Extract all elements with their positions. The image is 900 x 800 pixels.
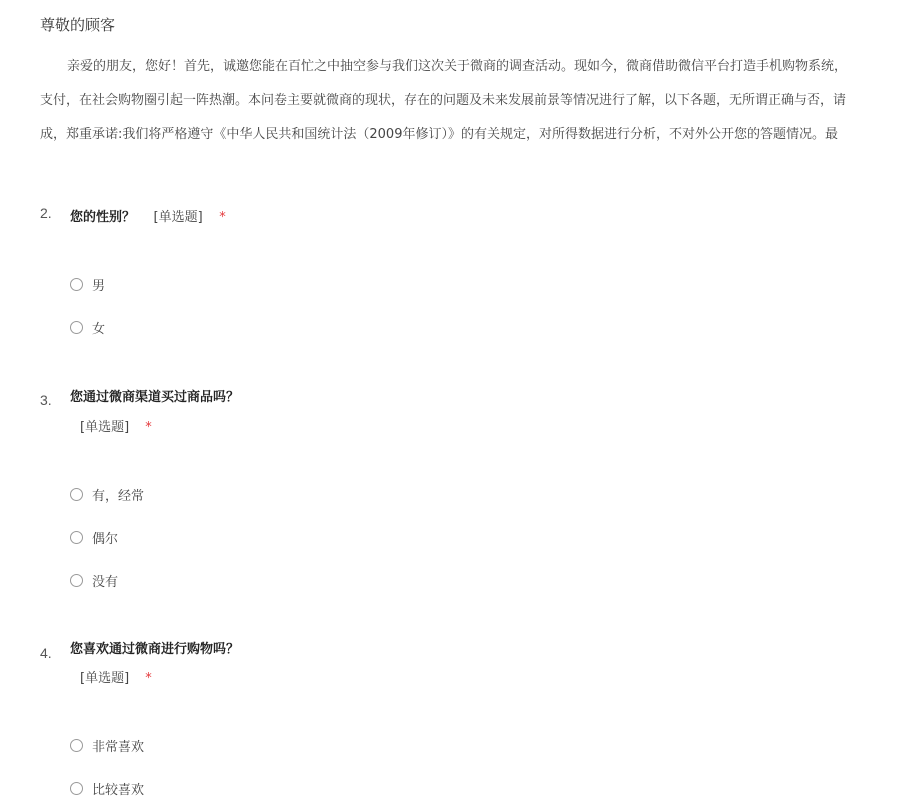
question-type-line (80, 416, 152, 435)
option-label: 有，经常 (92, 488, 145, 504)
question-type-label: [单选题] (80, 420, 130, 435)
option-like-very-much[interactable] (70, 736, 144, 754)
survey-intro (40, 50, 900, 152)
question-number: 3. (40, 392, 52, 408)
option-occasionally[interactable] (70, 528, 118, 546)
question-number: 4. (40, 645, 52, 661)
option-label: 男 (92, 278, 106, 294)
radio-button[interactable] (70, 782, 83, 795)
option-male[interactable] (70, 275, 105, 293)
intro-line: 亲爱的朋友，您好！首先，诚邀您能在百忙之中抽空参与我们这次关于微商的调查活动。现如今，微商借助微信平台打造手机购物系统， (67, 59, 848, 74)
question-title (70, 638, 239, 657)
question-text: 您的性别？ (70, 210, 136, 225)
option-label: 比较喜欢 (92, 782, 145, 798)
option-label: 偶尔 (92, 531, 119, 547)
radio-button[interactable] (70, 531, 83, 544)
radio-button[interactable] (70, 488, 83, 501)
option-female[interactable] (70, 318, 105, 336)
option-label: 没有 (92, 574, 119, 590)
question-type-label: [单选题] (153, 210, 203, 225)
required-mark: * (145, 671, 152, 686)
question-type-line (80, 667, 152, 686)
question-type-label: [单选题] (80, 671, 130, 686)
question-text: 您喜欢通过微商进行购物吗？ (70, 642, 240, 657)
question-text: 您通过微商渠道买过商品吗？ (70, 390, 240, 405)
question-title (70, 386, 239, 405)
radio-button[interactable] (70, 278, 83, 291)
intro-line: 支付，在社会购物圈引起一阵热潮。本问卷主要就微商的现状，存在的问题及未来发展前景等情况进行了解，以下各题，无所谓正确与否，请 (40, 93, 847, 108)
option-never[interactable] (70, 571, 118, 589)
question-number: 2. (40, 205, 52, 221)
required-mark: * (219, 210, 226, 225)
option-like-somewhat[interactable] (70, 779, 144, 797)
radio-button[interactable] (70, 574, 83, 587)
survey-title: 尊敬的顾客 (40, 16, 116, 34)
option-label: 女 (92, 321, 106, 337)
intro-line: 成，郑重承诺:我们将严格遵守《中华人民共和国统计法（2009年修订）》的有关规定，对所得数据进行分析，不对外公开您的答题情况。最 (40, 127, 838, 142)
option-often[interactable] (70, 485, 144, 503)
question-title (70, 206, 226, 225)
radio-button[interactable] (70, 739, 83, 752)
radio-button[interactable] (70, 321, 83, 334)
required-mark: * (145, 420, 152, 435)
option-label: 非常喜欢 (92, 739, 145, 755)
